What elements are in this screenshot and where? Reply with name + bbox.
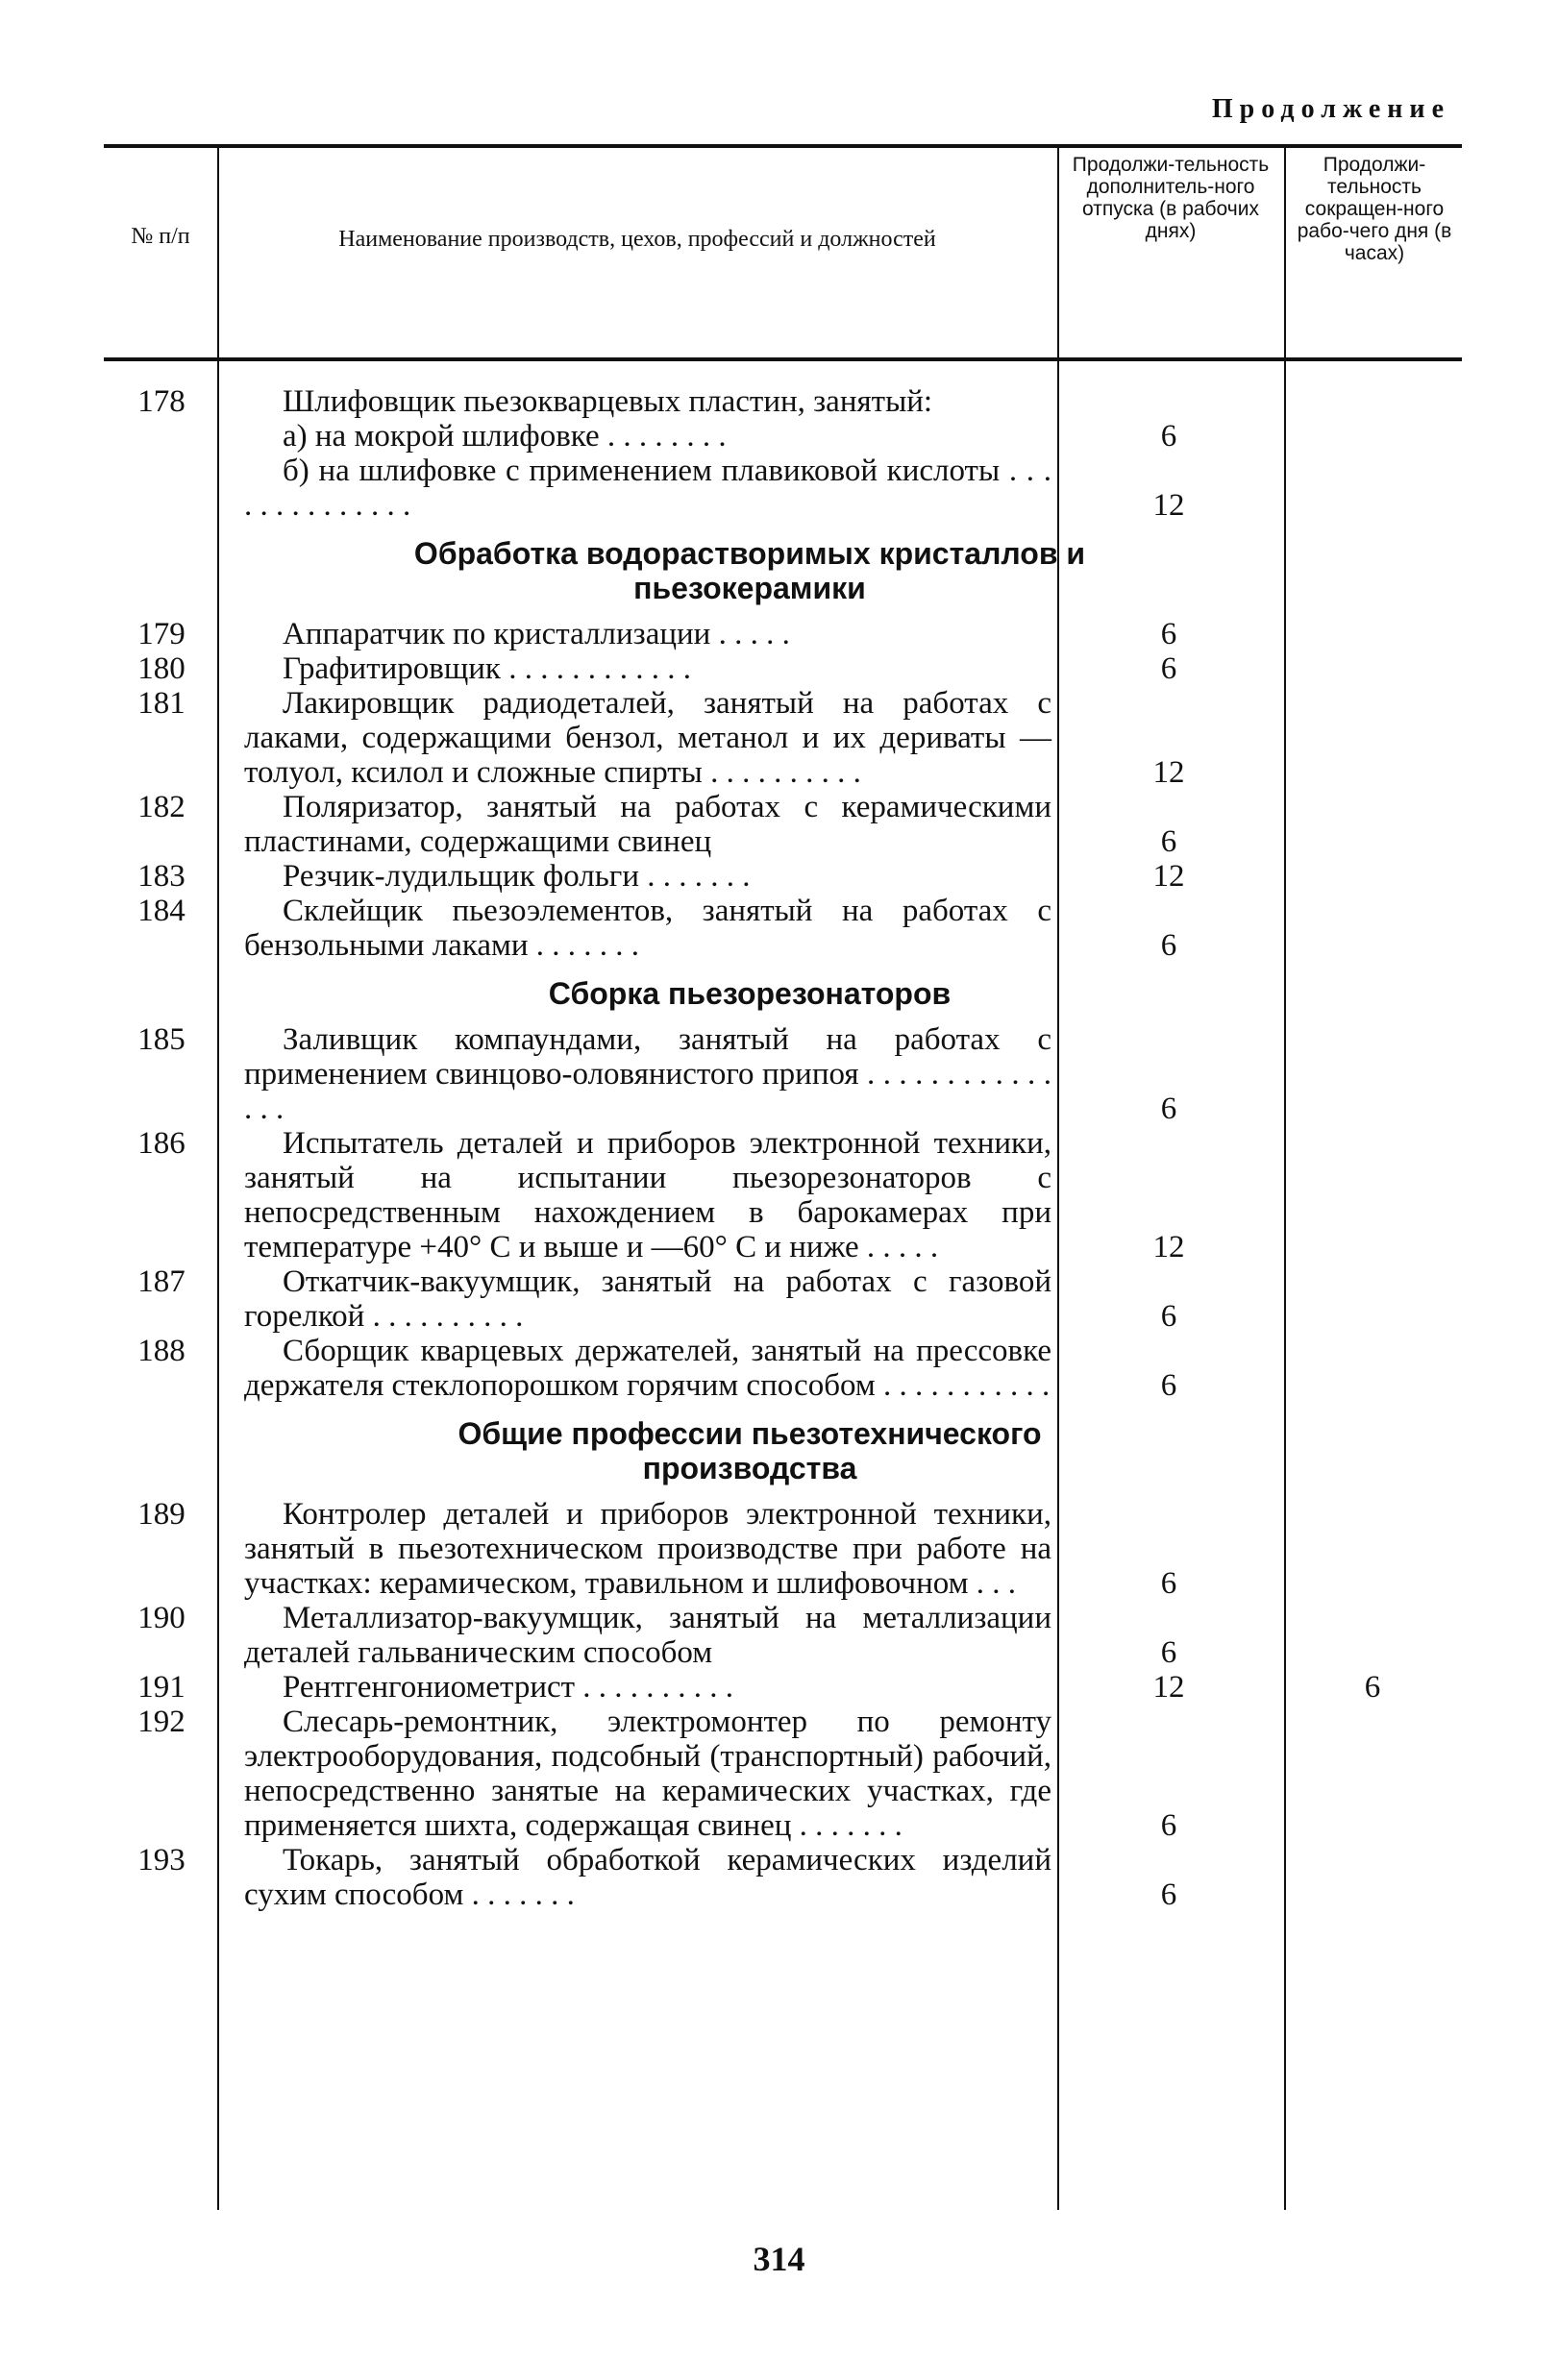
header-vacation: Продолжи-тельность дополнитель-ного отпуска (в рабочих днях) <box>1072 154 1270 242</box>
row-number: 185 <box>137 1022 185 1057</box>
vacation-days: 6 <box>1160 1877 1177 1912</box>
table-row <box>104 1334 1462 1403</box>
vacation-days: 6 <box>1160 1635 1177 1670</box>
vacation-days: 6 <box>1160 419 1177 454</box>
row-number: 181 <box>137 686 185 721</box>
table-row <box>104 1670 1462 1705</box>
table-row <box>104 1601 1462 1670</box>
header-name: Наименование производств, цехов, профессий и должностей <box>338 227 936 252</box>
header-shortened-day: Продолжи-тельность сокращен-ного рабо-чего дня (в часах) <box>1297 154 1452 264</box>
vacation-days: 12 <box>1152 1230 1185 1264</box>
row-name: Лакировщик радиодеталей, занятый на работах с лаками, содержащими бензол, метанол и их дериваты — толуол, ксилол и сложные спирты . . . . . . . . . . <box>244 686 1051 790</box>
table-row <box>104 1843 1462 1912</box>
row-name: Поляризатор, занятый на работах с керамическими пластинами, содержащими свинец <box>244 790 1051 859</box>
row-name: Сборщик кварцевых держателей, занятый на прессовке держателя стеклопорошком горячим способом . . . . . . . . . . . <box>244 1334 1051 1403</box>
table-row <box>104 419 1462 454</box>
row-number: 183 <box>137 859 185 894</box>
table-row <box>104 617 1462 651</box>
row-name: Шлифовщик пьезокварцевых пластин, занятый: <box>283 384 933 419</box>
row-name: Слесарь-ремонтник, электромонтер по ремонту электрооборудования, подсобный (транспортный) рабочий, непосредственно занятые на керамических участках, где применяется шихта, содержащая свинец . . . . . . . <box>244 1705 1051 1843</box>
row-name: Заливщик компаундами, занятый на работах с применением свинцово-оловянистого припоя . . . . . . . . . . . . . . . <box>244 1022 1051 1126</box>
vacation-days: 12 <box>1152 1670 1185 1705</box>
vacation-days: 6 <box>1160 1368 1177 1403</box>
row-number: 193 <box>137 1843 185 1877</box>
row-name: Контролер деталей и приборов электронной техники, занятый в пьезотехническом производстве при работе на участках: керамическом, травильном и шлифовочном . . . <box>244 1497 1051 1601</box>
header-bottom-rule <box>104 357 1462 361</box>
table-row <box>104 1497 1462 1601</box>
row-name: Резчик-лудильщик фольги . . . . . . . <box>283 859 751 894</box>
row-number: 186 <box>137 1126 185 1161</box>
section-heading: Общие профессии пьезотехнического производства <box>458 1416 1042 1485</box>
row-name: а) на мокрой шлифовке . . . . . . . . <box>283 419 727 454</box>
vacation-days: 12 <box>1152 488 1185 523</box>
row-number: 180 <box>137 651 185 686</box>
continuation-label: Продолжение <box>1211 94 1450 124</box>
table-row <box>104 1126 1462 1264</box>
section-heading: Обработка водорастворимых кристаллов и пьезокерамики <box>413 536 1086 605</box>
row-name: Аппаратчик по кристаллизации . . . . . <box>283 617 790 651</box>
row-number: 188 <box>137 1334 185 1368</box>
table-row <box>104 454 1462 523</box>
row-number: 184 <box>137 894 185 928</box>
table-row <box>104 1705 1462 1843</box>
table-row <box>104 790 1462 859</box>
vacation-days: 12 <box>1152 859 1185 894</box>
vacation-days: 6 <box>1160 1299 1177 1334</box>
vacation-days: 6 <box>1160 651 1177 686</box>
table-row <box>104 894 1462 963</box>
table-top-rule <box>104 144 1462 148</box>
row-number: 190 <box>137 1601 185 1635</box>
row-name: Склейщик пьезоэлементов, занятый на работах с бензольными лаками . . . . . . . <box>244 894 1051 963</box>
table-row <box>104 859 1462 894</box>
vacation-days: 6 <box>1160 617 1177 651</box>
section-heading: Сборка пьезорезонаторов <box>548 976 952 1011</box>
table-body <box>104 384 1462 1912</box>
table-row <box>104 1022 1462 1126</box>
vacation-days: 6 <box>1160 824 1177 859</box>
vacation-days: 12 <box>1152 755 1185 790</box>
vacation-days: 6 <box>1160 1092 1177 1126</box>
header-num: № п/п <box>131 224 190 249</box>
vacation-days: 6 <box>1160 928 1177 963</box>
row-number: 192 <box>137 1705 185 1739</box>
row-number: 191 <box>137 1670 185 1705</box>
vacation-days: 6 <box>1160 1566 1177 1601</box>
row-name: б) на шлифовке с применением плавиковой кислоты . . . . . . . . . . . . . . <box>244 454 1051 523</box>
row-name: Откатчик-вакуумщик, занятый на работах с газовой горелкой . . . . . . . . . . <box>244 1264 1051 1334</box>
row-name: Графитировщик . . . . . . . . . . . . <box>283 651 691 686</box>
row-number: 178 <box>137 384 185 419</box>
row-name: Токарь, занятый обработкой керамических изделий сухим способом . . . . . . . <box>244 1843 1051 1912</box>
row-number: 179 <box>137 617 185 651</box>
table-row <box>104 1264 1462 1334</box>
vacation-days: 6 <box>1160 1808 1177 1843</box>
row-number: 189 <box>137 1497 185 1532</box>
row-name: Металлизатор-вакуумщик, занятый на металлизации деталей гальваническим способом <box>244 1601 1051 1670</box>
row-name: Испытатель деталей и приборов электронной техники, занятый на испытании пьезорезонаторов с непосредственным нахождением в барокамерах при температуре +40° С и выше и —60° С и ниже . . . . . <box>244 1126 1051 1264</box>
table-row <box>104 686 1462 790</box>
page-number: 314 <box>753 2240 805 2278</box>
row-number: 182 <box>137 790 185 824</box>
shortened-day-hours: 6 <box>1364 1670 1381 1705</box>
row-name: Рентгенгониометрист . . . . . . . . . . <box>283 1670 734 1705</box>
row-number: 187 <box>137 1264 185 1299</box>
table-row <box>104 384 1462 419</box>
table-row <box>104 651 1462 686</box>
